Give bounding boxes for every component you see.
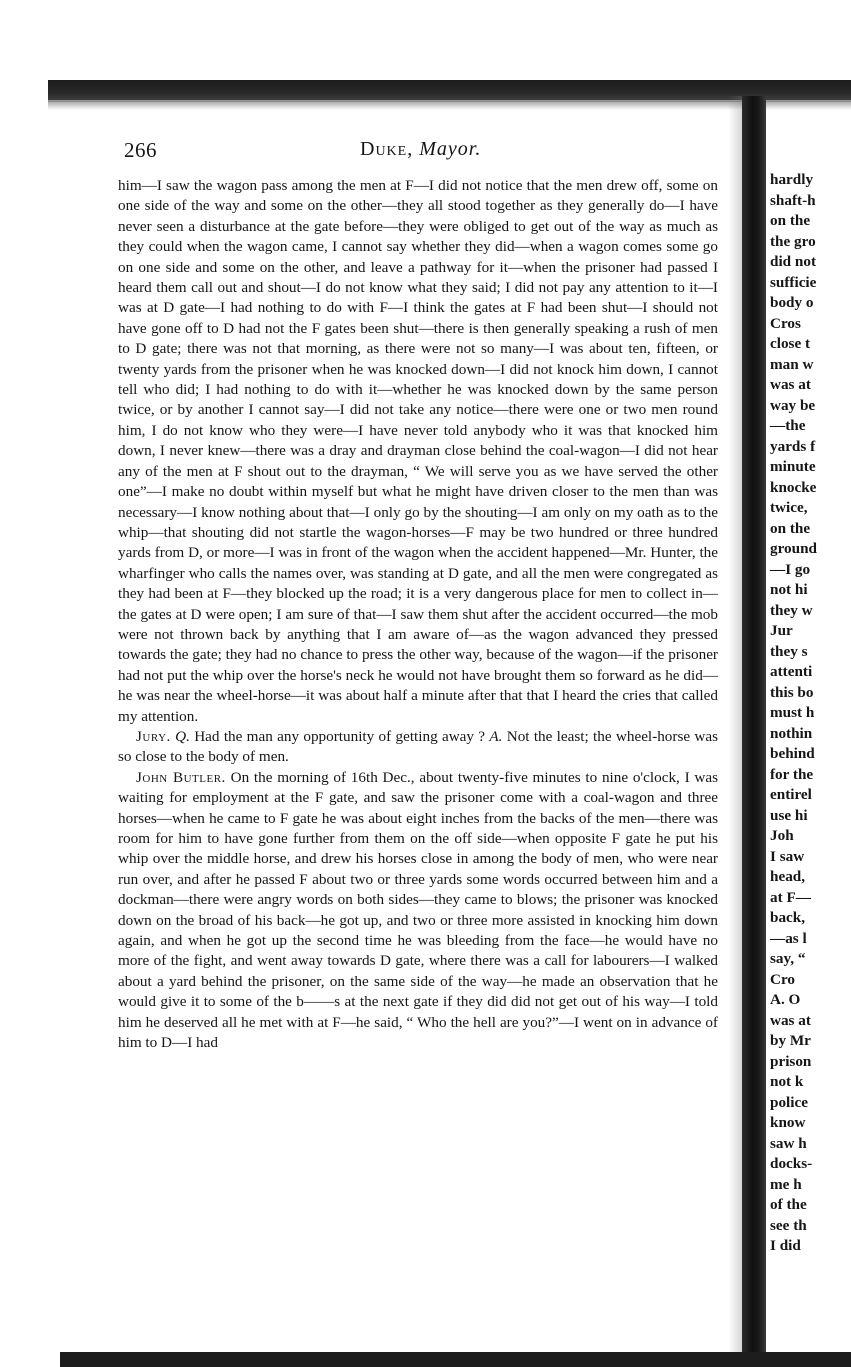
facing-page-line: entirel xyxy=(770,786,812,803)
facing-page-line: —as l xyxy=(770,929,807,947)
facing-page-line: I saw xyxy=(770,847,805,865)
facing-page-line: they s xyxy=(770,642,808,660)
facing-page-line: Cro xyxy=(770,970,796,988)
facing-page-line: not hi xyxy=(770,581,808,598)
facing-page-line: ground xyxy=(770,540,817,557)
facing-page-line: at F— xyxy=(770,888,811,906)
running-head xyxy=(360,138,481,161)
facing-page-line: close t xyxy=(770,335,811,352)
facing-page-line: yards f xyxy=(770,437,816,455)
facing-page-line: see th xyxy=(770,1216,807,1234)
page-header xyxy=(124,138,720,166)
main-text-column xyxy=(118,176,718,1053)
facing-page-line: the gro xyxy=(770,232,816,250)
facing-page-line: police xyxy=(770,1093,808,1111)
facing-page-line: Cros xyxy=(770,314,801,332)
facing-page-line: on the xyxy=(770,212,811,229)
facing-page-line: they w xyxy=(770,601,813,619)
facing-page-line: twice, xyxy=(770,499,808,516)
facing-page-line: way be xyxy=(770,396,816,414)
facing-page-line: was at xyxy=(770,376,811,393)
facing-page-line: man w xyxy=(770,355,814,373)
facing-page-line: minute xyxy=(770,458,816,475)
facing-page-line: hardly xyxy=(770,171,814,188)
witness-paragraph xyxy=(118,768,718,1054)
facing-page-line: not k xyxy=(770,1073,804,1090)
facing-page-line: behind xyxy=(770,745,815,762)
facing-page-line: I did xyxy=(770,1237,801,1254)
facing-page-line: nothin xyxy=(770,724,813,742)
facing-page-line: head, xyxy=(770,868,806,885)
facing-page-line: on the xyxy=(770,519,811,537)
testimony-paragraph: him—I saw the wagon pass among the men at F—I did not notice that the men drew off, some on one side of the way and some on the other—they all stood together as they generally do—I have never seen a disturbance at the gate before—they were obliged to get out of the way as much as they could when the wagon came, I cannot say whether they did—when a wagon comes some go on one side and some on the other, and leave a pathway for it—when the prisoner had passed I heard them call out and shout—I do not know what they said; I did not pay any attention to it—I was at D gate—I had nothing to do with F—I think the gates at F had been shut—I should not have gone off to D had not the F gates been shut—there is then generally speaking a rush of men to D gate; there was not that morning, as there were not so many—I was about ten, fifteen, or twenty yards from the prisoner when he was knocked down—I did not knock him down, I cannot tell who did; I had nothing to do with it—whether he was knocked down by the same person twice, or by another I cannot say—I did not take any notice—there were one or two men round him, I do not know who they were—I have never told anybody who it was that knocked him down, I never knew—there was a dray and drayman close behind the coal-wagon—I did not hear any of the men at F shout out to the drayman, “ We will serve you as we have served the other one”—I make no doubt within myself but what he might have driven closer to the men than was necessary—I know nothing about that—I only go by the shouting—I am only on my oath as to the whip—that shouting did not startle the wagon-horses—F may be two hundred or three hundred yards from D, or more—I was in front of the wagon when the accident happened—Mr. Hunter, the wharfinger who calls the names over, was standing at D gate, and all the men were congregated as they had been at F—they blocked up the road; it is a very dangerous place for men to collect in—the gates at D were open; I am sure of that—I saw them shut after the accident occurred—the mob were not thrown back by anything that I am aware of—as the wagon advanced they pressed towards the gate; they had no chance to press the other way, because of the wagon—if the prisoner had not put the whip over the horse's neck he would not have brought them so forward as he did—he was near the wheel-horse—it was about half a minute after that that I heard the cries that called my attention. xyxy=(118,177,718,725)
running-head-title: Mayor. xyxy=(419,138,482,160)
scan-bottom-border xyxy=(60,1352,851,1367)
facing-page-line: of the xyxy=(770,1196,807,1213)
facing-page-line: attenti xyxy=(770,663,813,680)
facing-page-line: A. O xyxy=(770,991,801,1008)
facing-page-line: docks- xyxy=(770,1155,813,1172)
facing-page-column xyxy=(770,170,851,1254)
book-gutter xyxy=(742,96,766,1367)
facing-page-line: this bo xyxy=(770,683,814,701)
jury-question-paragraph xyxy=(118,727,718,768)
facing-page-line: for the xyxy=(770,765,814,783)
facing-page-line: Jur xyxy=(770,622,793,639)
facing-page-line: was at xyxy=(770,1011,811,1029)
jury-answer: Not the least; the wheel-horse was so close to the body of men. xyxy=(118,727,719,766)
facing-page-line: use hi xyxy=(770,806,808,824)
facing-page-line: —the xyxy=(770,417,806,434)
facing-page-line: sufficie xyxy=(770,273,817,291)
facing-page-line: saw h xyxy=(770,1134,807,1152)
question-label: Q. xyxy=(175,727,190,745)
facing-page-line: body o xyxy=(770,294,814,311)
facing-page-line: knocke xyxy=(770,478,817,496)
jury-question: Had the man any opportunity of getting away ? xyxy=(194,727,486,745)
facing-page-line: Joh xyxy=(770,827,794,844)
facing-page-line: —I go xyxy=(770,560,811,578)
facing-page-line: me h xyxy=(770,1175,802,1193)
facing-page-line: must h xyxy=(770,704,815,721)
witness-name: John Butler. xyxy=(136,768,226,786)
facing-page-line: say, “ xyxy=(770,950,806,967)
jury-label: Jury. xyxy=(136,727,171,745)
page-number: 266 xyxy=(124,138,157,162)
facing-page-line: know xyxy=(770,1114,806,1131)
running-head-name: Duke, xyxy=(360,138,414,160)
facing-page-line: did not xyxy=(770,253,817,270)
facing-page-line: shaft-h xyxy=(770,191,816,209)
answer-label: A. xyxy=(489,727,503,745)
witness-testimony: On the morning of 16th Dec., about twenty-five minutes to nine o'clock, I was waiting for employment at the F gate, and saw the prisoner come with a coal-wagon and three horses—when he came to F gate he was about eight inches from the backs of the men—there was room for him to have gone further from them on the off side—when opposite F gate he put his whip over the middle horse, and drew his horses close in among the body of men, who were near run over, and after he passed F about two or three yards some words occurred between him and a dockman—there were angry words on both sides—they came to blows; the prisoner was knocked down on the broad of his back—he got up, and two or three more assisted in knocking him down again, and when he got up the second time he was bleeding from the face—he would have no more of the fight, and went away towards D gate, where there was a call for labourers—I walked about a yard behind the prisoner, on the same side of the way—he made an observation that he would give it to some of the b——s at the next gate if they did did not get out of his way—I told him he deserved all he met with at F—he said, “ Who the hell are you?”—I went on in advance of him to D—I had xyxy=(118,768,719,1052)
facing-page-line: back, xyxy=(770,909,806,926)
facing-page-line: prison xyxy=(770,1052,812,1070)
facing-page-line: by Mr xyxy=(770,1032,811,1049)
